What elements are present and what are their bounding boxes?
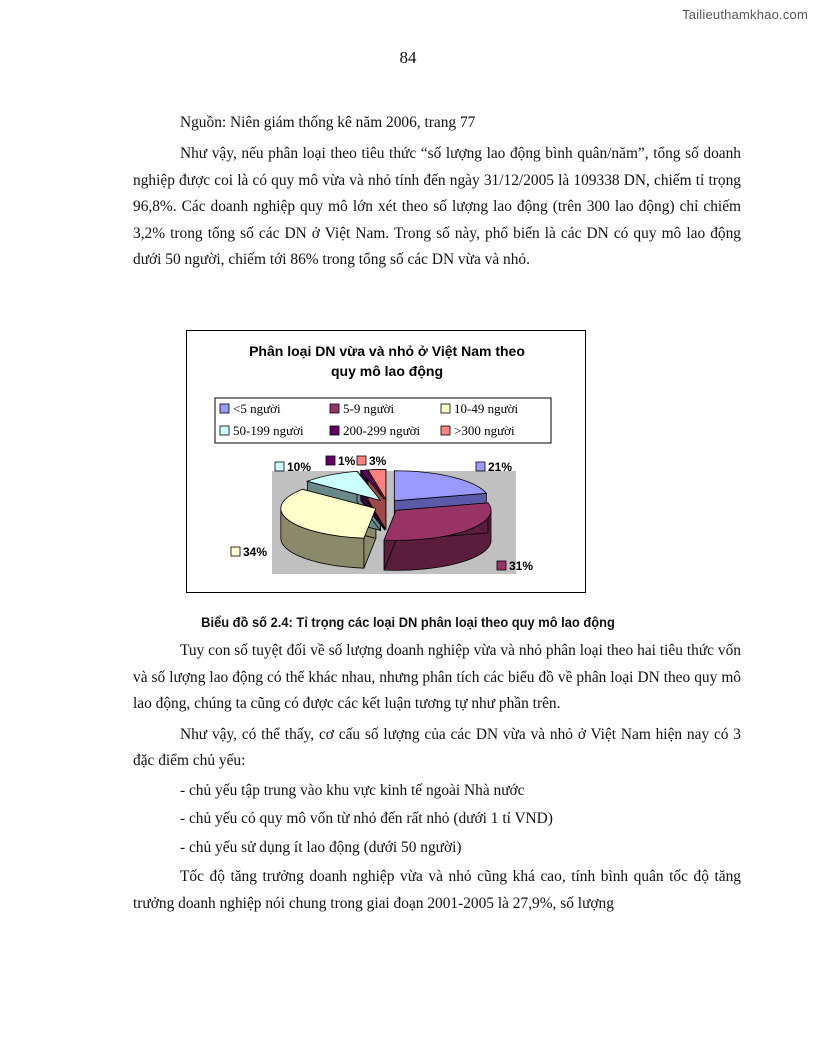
legend-swatch bbox=[441, 404, 450, 413]
pie-slices bbox=[281, 469, 491, 570]
data-label-key bbox=[231, 547, 240, 556]
pie-data-label: 31% bbox=[509, 559, 534, 573]
paragraph-1: Như vậy, nếu phân loại theo tiêu thức “số lượng lao động bình quân/năm”, tổng số doanh nghiệp được coi là có quy mô vừa và nhỏ tính đến ngày 31/12/2005 là 109338 DN, chiếm tỉ trọng 96,8%. Các doanh nghiệp quy mô lớn xét theo số lượng lao động (trên 300 lao động) chỉ chiếm 3,2% trong tổng số các DN ở Việt Nam. Trong số này, phổ biến là các DN có quy mô lao động dưới 50 người, chiếm tới 86% trong tổng số các DN vừa và nhỏ. bbox=[133, 145, 741, 268]
chart-title-line-1: Phân loại DN vừa và nhỏ ở Việt Nam theo bbox=[249, 343, 525, 359]
data-label-key bbox=[357, 456, 366, 465]
legend-swatch bbox=[220, 426, 229, 435]
data-label-key bbox=[275, 462, 284, 471]
legend-label: 10-49 người bbox=[454, 401, 519, 416]
data-label-key bbox=[476, 462, 485, 471]
legend-label: >300 người bbox=[454, 423, 515, 438]
paragraph-3: Như vậy, có thể thấy, cơ cấu số lượng của các DN vừa và nhỏ ở Việt Nam hiện nay có 3 đặc điểm chủ yếu: bbox=[133, 725, 741, 769]
legend-label: 50-199 người bbox=[233, 423, 304, 438]
legend-swatch bbox=[330, 426, 339, 435]
data-label-key bbox=[497, 561, 506, 570]
pie-data-label: 10% bbox=[287, 460, 312, 474]
legend-swatch bbox=[441, 426, 450, 435]
legend-swatch bbox=[220, 404, 229, 413]
chart-caption: Biểu đồ số 2.4: Tỉ trọng các loại DN phân loại theo quy mô lao động bbox=[201, 614, 615, 630]
source-line: Nguồn: Niên giám thống kê năm 2006, trang 77 bbox=[180, 114, 476, 131]
bullet-item: - chủ yếu tập trung vào khu vực kinh tế ngoài Nhà nước bbox=[180, 781, 525, 799]
body-block bbox=[133, 638, 741, 917]
pie-data-label: 1% bbox=[338, 454, 356, 468]
data-label-key bbox=[326, 456, 335, 465]
paragraph-4: Tốc độ tăng trưởng doanh nghiệp vừa và nhỏ cũng khá cao, tính bình quân tốc độ tăng trưởng doanh nghiệp nói chung trong giai đoạn 2001-2005 là 27,9%, số lượng bbox=[133, 868, 741, 912]
chart-frame bbox=[186, 330, 586, 593]
pie-data-label: 3% bbox=[369, 454, 387, 468]
pie-chart bbox=[187, 331, 585, 592]
bullet-item: - chủ yếu sử dụng ít lao động (dưới 50 người) bbox=[180, 838, 462, 856]
legend-swatch bbox=[330, 404, 339, 413]
page-number: 84 bbox=[399, 48, 417, 67]
paragraph-1-block bbox=[133, 141, 741, 274]
paragraph-2: Tuy con số tuyệt đối về số lượng doanh nghiệp vừa và nhỏ phân loại theo hai tiêu thức vốn và số lượng lao động có thể khác nhau, nhưng phân tích các biểu đồ về phân loại DN theo quy mô lao động, chúng ta cũng có được các kết luận tương tự như phần trên. bbox=[133, 642, 741, 712]
pie-data-label: 34% bbox=[243, 545, 268, 559]
legend-label: <5 người bbox=[233, 401, 281, 416]
legend-label: 200-299 người bbox=[343, 423, 421, 438]
legend-label: 5-9 người bbox=[343, 401, 395, 416]
bullet-item: - chủ yếu có quy mô vốn từ nhỏ đến rất nhỏ (dưới 1 tỉ VND) bbox=[180, 810, 553, 827]
chart-title-line-2: quy mô lao động bbox=[331, 363, 443, 379]
watermark: Tailieuthamkhao.com bbox=[682, 7, 808, 22]
pie-data-label: 21% bbox=[488, 460, 513, 474]
